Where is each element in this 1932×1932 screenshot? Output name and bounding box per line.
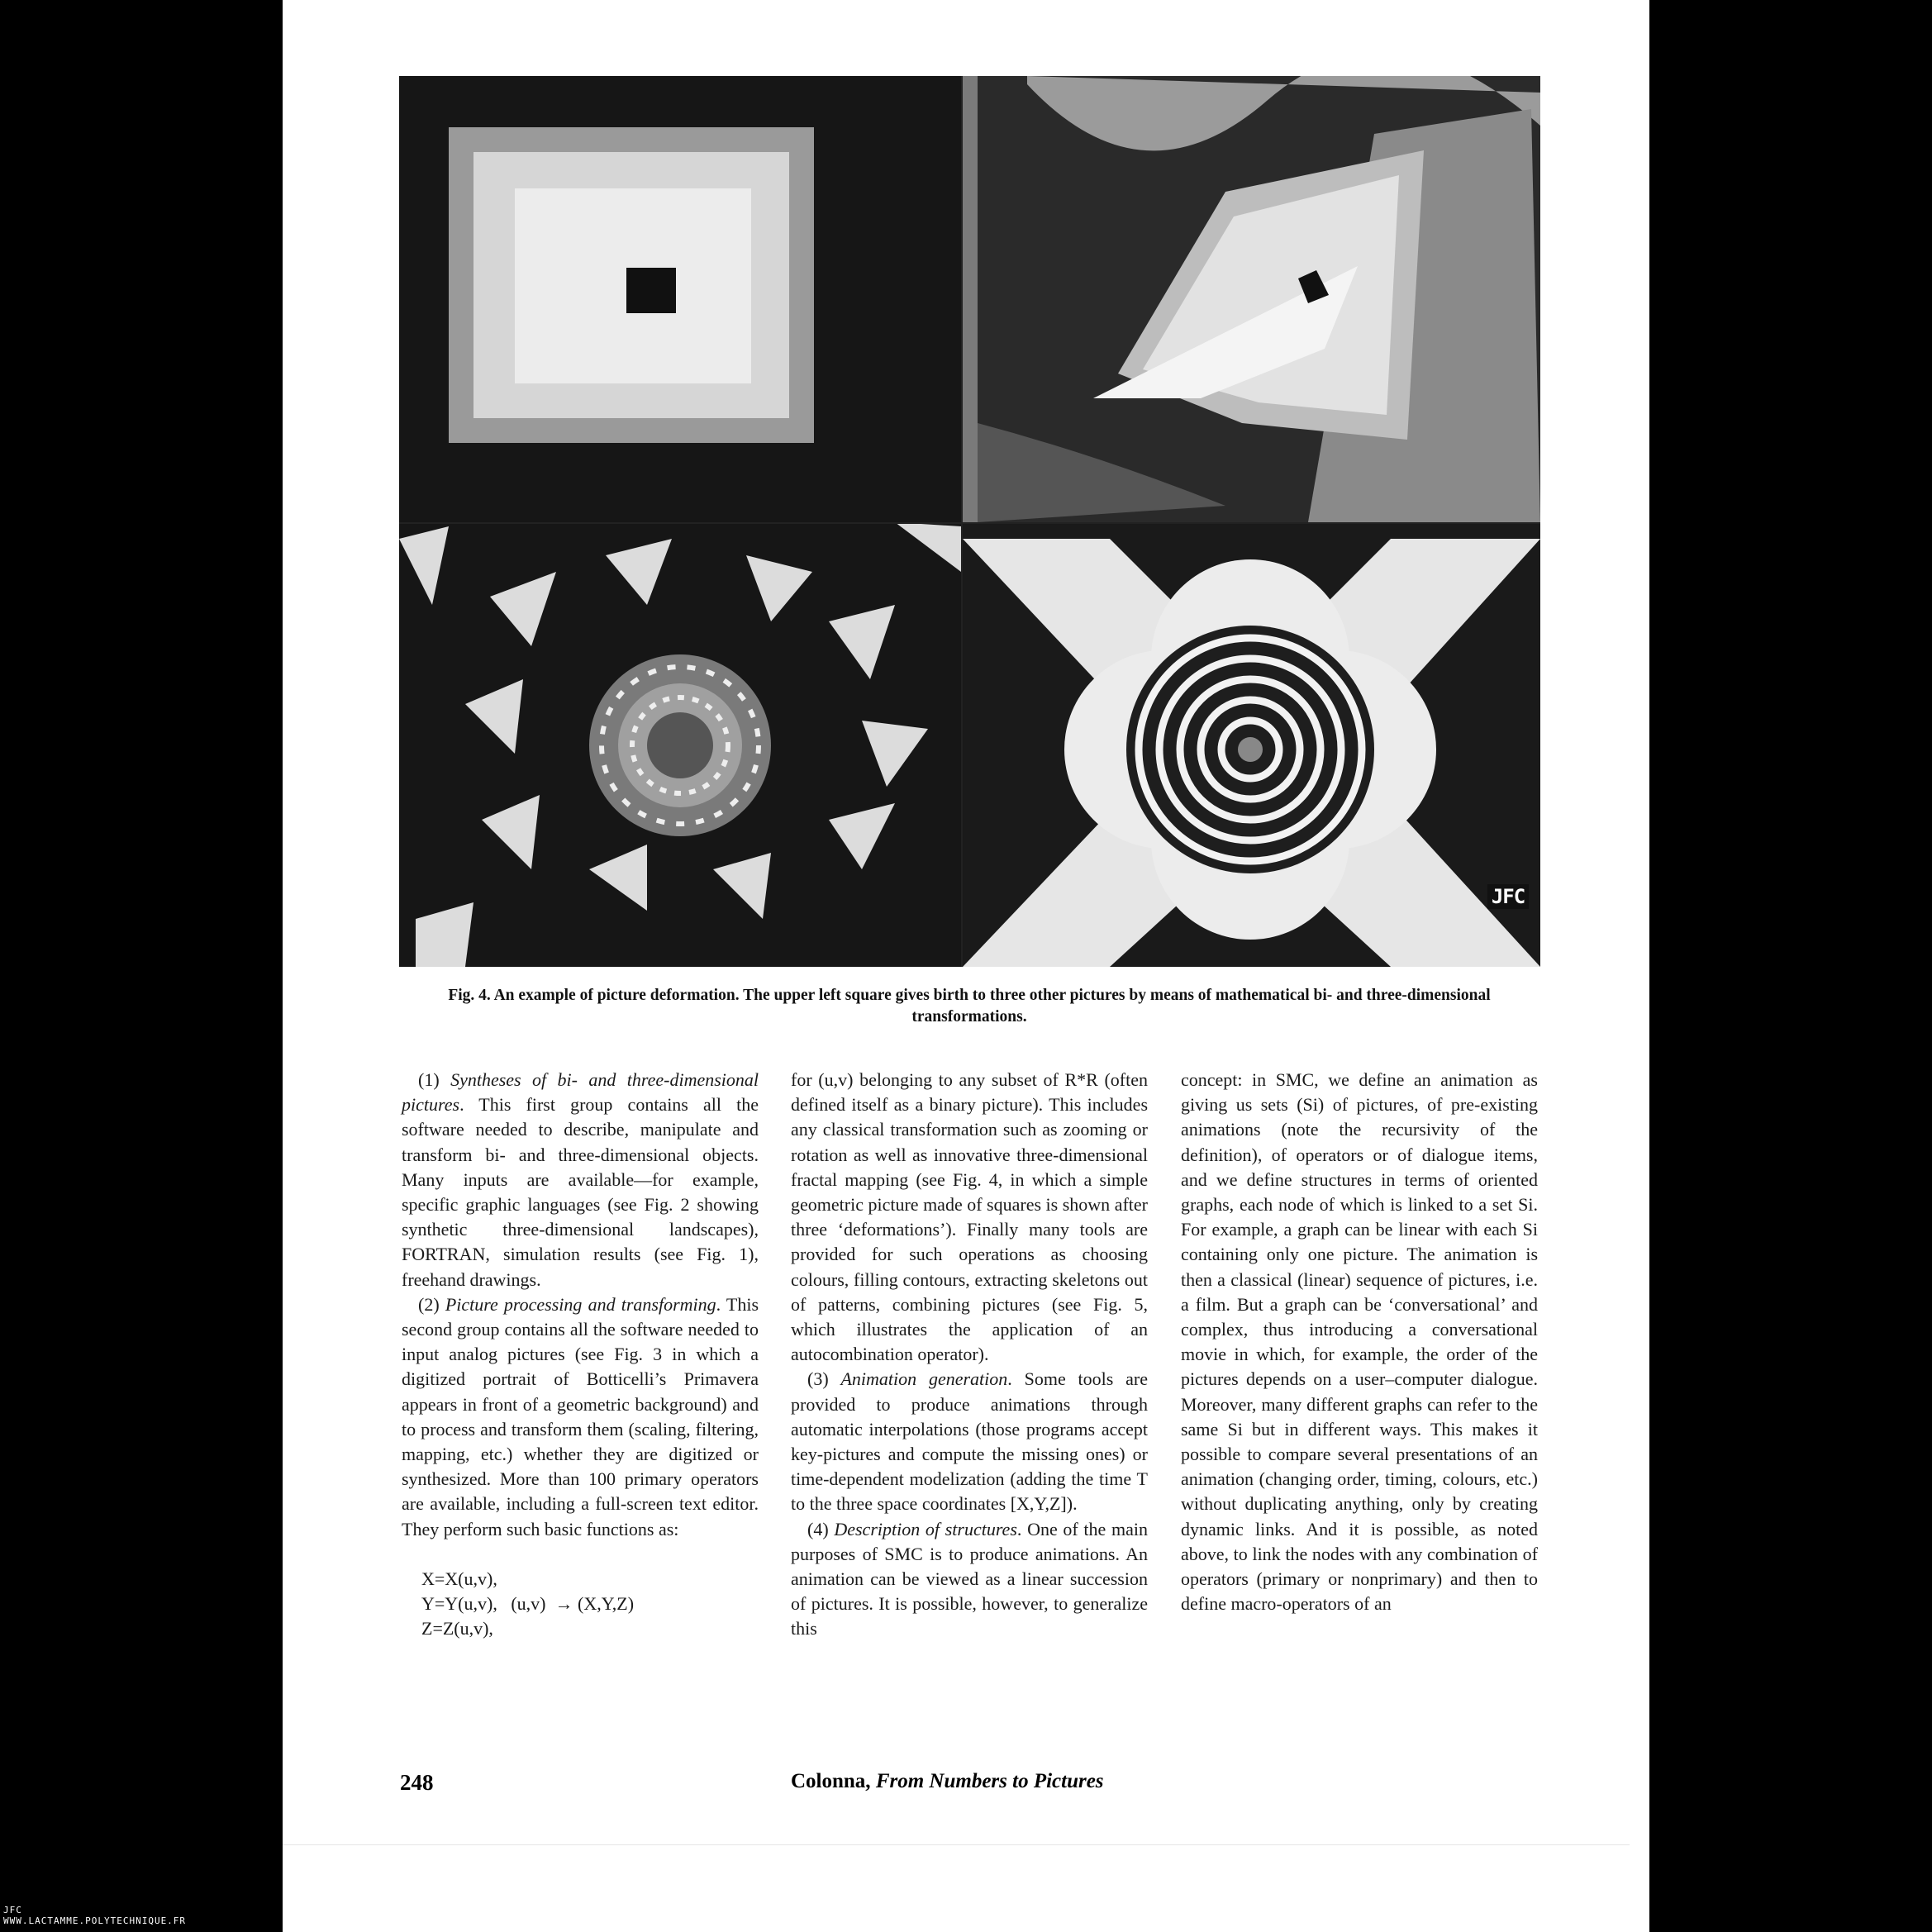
paragraph: (2) Picture processing and transforming. This second group contains all the software needed to input analog pictures (see Fig. 3 in which a digitized portrait of Botticelli’s Primavera appears in front of a geometric background) and to process and transform them (scaling, filtering, mapping, etc.) whether they are digitized or synthesized. More than 100 primary operators are available, including a full-screen text editor. They perform such basic functions as: bbox=[402, 1293, 759, 1539]
paragraph: concept: in SMC, we define an animation as giving us sets (Si) of pictures, of pre-existing animations (note the recursivity of the definition), of operators or of dialogue items, and we define structures in terms of oriented graphs, each node of which is linked to a set Si. For example, a graph can be linear with each Si containing only one picture. The animation is then a classical (linear) sequence of pictures, i.e. a film. But a graph can be ‘conversational’ and complex, thus introducing a conversational movie in which, for example, the order of the pictures depends on a user–computer dialogue. Moreover, many different graphs can refer to the same Si but in different ways. This makes it possible to compare several presentations of an animation (changing order, timing, colours, etc.) without duplicating anything, only by creating dynamic links. And it is possible, as noted above, to link the nodes with any combination of operators (primary or nonprimary) and then to define macro-operators of an bbox=[1181, 1069, 1538, 1615]
paragraph: for (u,v) belonging to any subset of R*R (often defined itself as a binary picture). This includes any classical transformation such as zooming or rotation as well as innovative three-dimensional fractal mapping (see Fig. 4, in which a simple geometric picture made of squares is shown after three ‘deformations’). Finally many tools are provided for such operations as choosing colours, filling contours, extracting skeletons out of patterns, combining pictures (see Fig. 5, which illustrates the application of an autocombination operator). bbox=[791, 1069, 1148, 1365]
watermark-line: JFC bbox=[3, 1905, 22, 1915]
text-column-1 bbox=[402, 1068, 759, 1641]
panel-lower-left bbox=[399, 522, 961, 967]
watermark-line: WWW.LACTAMME.POLYTECHNIQUE.FR bbox=[3, 1915, 187, 1926]
panel-upper-left bbox=[399, 76, 961, 522]
paragraph: (4) Description of structures. One of the main purposes of SMC is to produce animations. An animation can be viewed as a linear succession of pictures. It is possible, however, to generalize this bbox=[791, 1518, 1148, 1639]
footer-title: From Numbers to Pictures bbox=[875, 1770, 1104, 1792]
footer-author: Colonna, bbox=[791, 1770, 876, 1792]
panel-lower-right bbox=[963, 524, 1540, 967]
figure-4-image bbox=[399, 76, 1540, 967]
figure-caption: Fig. 4. An example of picture deformation. The upper left square gives birth to three other pictures by means of mathematical bi- and three-dimensional transformations. bbox=[448, 987, 1491, 1025]
equation-line: Y=Y(u,v), (u,v) → (X,Y,Z) bbox=[421, 1592, 635, 1614]
figure-4 bbox=[399, 76, 1540, 967]
equation-block bbox=[402, 1567, 759, 1641]
panel-upper-right bbox=[963, 76, 1540, 522]
equation-line: Z=Z(u,v), bbox=[421, 1617, 493, 1639]
equation-line: X=X(u,v), bbox=[421, 1568, 497, 1589]
signature-logo: JFC bbox=[1487, 884, 1529, 909]
paragraph: (1) Syntheses of bi- and three-dimensional pictures. This first group contains all the software needed to describe, manipulate and transform bi- and three-dimensional objects. Many inputs are available—for example, specific graphic languages (see Fig. 2 showing synthetic three-dimensional landscapes), FORTRAN, simulation results (see Fig. 1), freehand drawings. bbox=[402, 1069, 759, 1290]
text-column-2 bbox=[791, 1068, 1148, 1642]
text-column-3 bbox=[1181, 1068, 1538, 1616]
watermark bbox=[3, 1905, 186, 1926]
paragraph: (3) Animation generation. Some tools are provided to produce animations through automatic interpolations (those programs accept key-pictures and compute the missing ones) or time-dependent modelization (adding the time T to the three space coordinates [X,Y,Z]). bbox=[791, 1368, 1149, 1515]
page-number: 248 bbox=[400, 1770, 434, 1795]
divider bbox=[283, 1844, 1630, 1845]
running-footer bbox=[791, 1770, 1104, 1793]
document-page bbox=[283, 0, 1649, 1932]
